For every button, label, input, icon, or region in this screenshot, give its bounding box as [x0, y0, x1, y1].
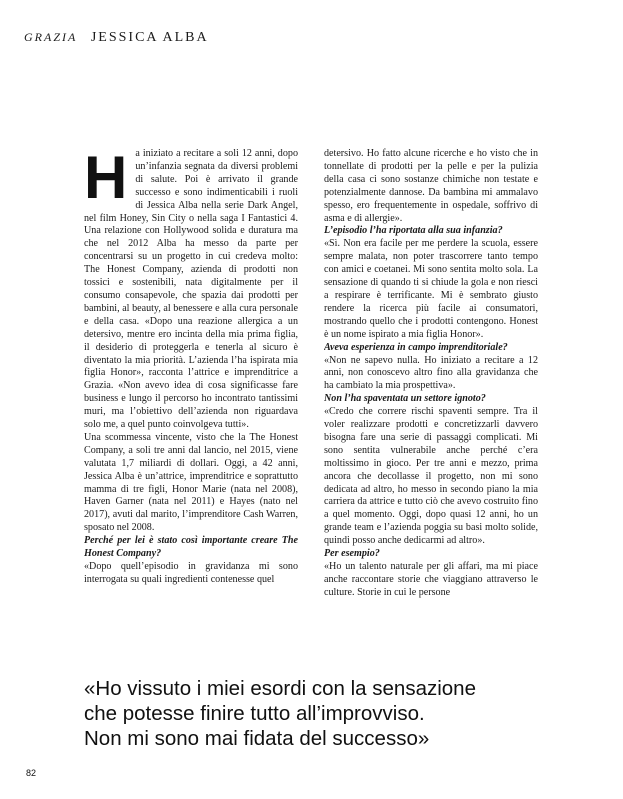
pull-quote-line: Non mi sono mai fidata del successo» [84, 727, 430, 750]
section-title: JESSICA ALBA [90, 30, 209, 45]
magazine-brand: GRAZIA [24, 30, 78, 44]
drop-cap: H [84, 148, 128, 211]
article-paragraph: «Non ne sapevo nulla. Ho iniziato a recitare a 12 anni, non conoscevo altro fino alla gravidanza che ha cambiato la mia prospettiva». [324, 354, 538, 392]
page-header [24, 30, 209, 46]
article-paragraph: detersivo. Ho fatto alcune ricerche e ho visto che in tonnellate di prodotti per la pelle e per la pulizia della casa ci sono sostanze chimiche non testate e potenzialmente dannose. Da bambina mi ammalavo spesso, ero frequentemente in ospedale, soffrivo di asma e di allergie». [324, 148, 538, 224]
article-body [84, 148, 538, 626]
interview-question: Perché per lei è stato così importante creare The Honest Company? [84, 535, 298, 560]
article-paragraph: «Credo che correre rischi spaventi sempre. Tra il voler realizzare prodotti e concretizzarli davvero bisogna fare una serie di passaggi complicati. Mi sono sentita vulnerabile anche perché c’era moltissimo in gioco. Per tre anni e mezzo, prima ancora che decollasse il progetto, non mi sono dedicata ad altro, ho messo in secondo piano la mia carriera da attrice e tutto ciò che avevo costruito fino a quel momento. Oggi, dopo quasi 12 anni, ho un grande team e l’azienda poggia su basi molto solide, quindi posso anche dedicarmi ad altro». [324, 406, 538, 547]
article-column-left [84, 148, 298, 626]
interview-question: L’episodio l’ha riportata alla sua infanzia? [324, 225, 503, 237]
page-number: 82 [26, 768, 37, 778]
interview-question: Aveva esperienza in campo imprenditoriale? [324, 341, 508, 353]
pull-quote-line: che potesse finire tutto all’improvviso. [84, 702, 425, 725]
article-paragraph: «Ho un talento naturale per gli affari, ma mi piace anche raccontare storie che viaggiano attraverso le culture. Storie in cui le persone [324, 561, 538, 598]
pull-quote-line: «Ho vissuto i miei esordi con la sensazione [84, 677, 476, 700]
article-column-right [324, 148, 538, 626]
article-paragraph: «Dopo quell’episodio in gravidanza mi sono interrogata su quali ingredienti contenesse quel [84, 561, 298, 585]
pull-quote [84, 676, 604, 751]
interview-question: Non l’ha spaventata un settore ignoto? [324, 393, 486, 405]
interview-question: Per esempio? [324, 548, 380, 560]
article-paragraph: a iniziato a recitare a soli 12 anni, dopo un’infanzia segnata da diversi problemi di salute. Poi è arrivato il grande successo e sono indimenticabili i ruoli di Jessica Alba nella serie Dark Angel, nel film Honey, Sin City o nella saga I Fantastici 4. Una relazione con Hollywood solida e duratura ma che nel 2012 Alba ha messo da parte per concentrarsi su un progetto in cui credeva molto: The Honest Company, azienda di prodotti non tossici e sostenibili, nata digitalmente per il consumo consapevole, che spazia dai prodotti per bambini, al beauty, al benessere e alla cura personale e della casa. «Dopo una reazione allergica a un detersivo, mentre ero incinta della mia prima figlia, il desiderio di proteggerla e tenerla al sicuro è diventato la mia priorità. L’azienda l’ha ispirata mia figlia Honor», racconta l’attrice e imprenditrice a Grazia. «Non avevo idea di cosa significasse fare business e lungo il percorso ho incontrato tantissimi muri, ma l’obiettivo dell’azienda non riguardava solo me, a quel punto coinvolgeva tutti». [84, 148, 298, 431]
article-paragraph: «Sì. Non era facile per me perdere la scuola, essere sempre malata, non poter trascorrere tanto tempo con amici e coetanei. Mi sono sentita molto sola. La sensazione di quando ti si chiude la gola e non riesci a respirare è terrificante. Mi è sembrato giusto rendere la ricerca più facile ai consumatori, mostrando quello che i prodotti contengono. Honest è un nome ispirato a mia figlia Honor». [324, 238, 538, 340]
article-paragraph: Una scommessa vincente, visto che la The Honest Company, a soli tre anni dal lancio, nel 2015, viene valutata 1,7 miliardi di dollari. Oggi, a 42 anni, Jessica Alba è un’attrice, imprenditrice e soprattutto mamma di tre figli, Honor Marie (nata nel 2008), Haven Garner (nata nel 2011) e Hayes (nato nel 2017), avuti dal marito, l’imprenditore Cash Warren, sposato nel 2008. [84, 431, 298, 534]
